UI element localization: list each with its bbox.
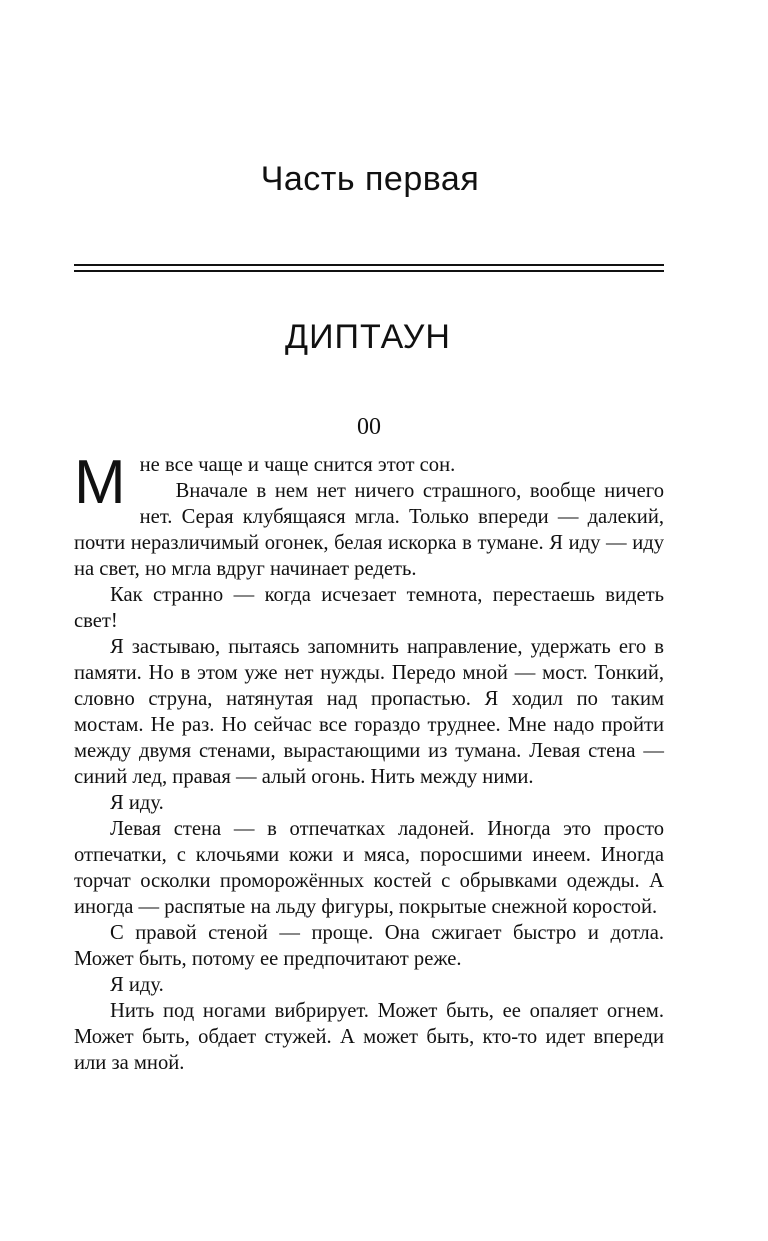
body-text	[74, 448, 664, 1076]
paragraph: не все чаще и чаще снится этот сон.	[139, 454, 456, 476]
paragraph: Левая стена — в отпечатках ладоней. Иногда это просто отпечатки, с клочьями кожи и мяса, поросшими инеем. Иногда торчат осколки проморожённых костей с обрывками одежды. А иногда — распятые на льду фигуры, покрытые снежной коростой.	[74, 818, 664, 918]
chapter-title: ДИПТАУН	[285, 318, 451, 356]
paragraph: Вначале в нем нет ничего страшного, вообще ничего нет. Серая клубящаяся мгла. Только впереди — далекий, почти неразличимый огонек, белая искорка в тумане. Я иду — иду на свет, но мгла вдруг начинает редеть.	[74, 480, 664, 580]
paragraph: Я застываю, пытаясь запомнить направление, удержать его в памяти. Но в этом уже нет нужды. Передо мной — мост. Тонкий, словно струна, натянутая над пропастью. Я ходил по таким мостам. Не раз. Но сейчас все гораздо труднее. Мне надо пройти между двумя стенами, вырастающими из тумана. Левая стена — синий лед, правая — алый огонь. Нить между ними.	[74, 636, 664, 788]
paragraph: Я иду.	[110, 974, 164, 996]
drop-cap: М	[74, 448, 126, 517]
section-number: 00	[357, 414, 381, 440]
paragraph: Нить под ногами вибрирует. Может быть, ее опаляет огнем. Может быть, обдает стужей. А может быть, кто-то идет впереди или за мной.	[74, 1000, 664, 1074]
paragraph: Как странно — когда исчезает темнота, перестаешь видеть свет!	[74, 584, 664, 632]
title-rule-bottom	[74, 270, 664, 272]
paragraph: С правой стеной — проще. Она сжигает быстро и дотла. Может быть, потому ее предпочитают реже.	[74, 922, 664, 970]
part-title: Часть первая	[260, 160, 480, 198]
title-rule-top	[74, 264, 664, 266]
paragraph: Я иду.	[110, 792, 164, 814]
